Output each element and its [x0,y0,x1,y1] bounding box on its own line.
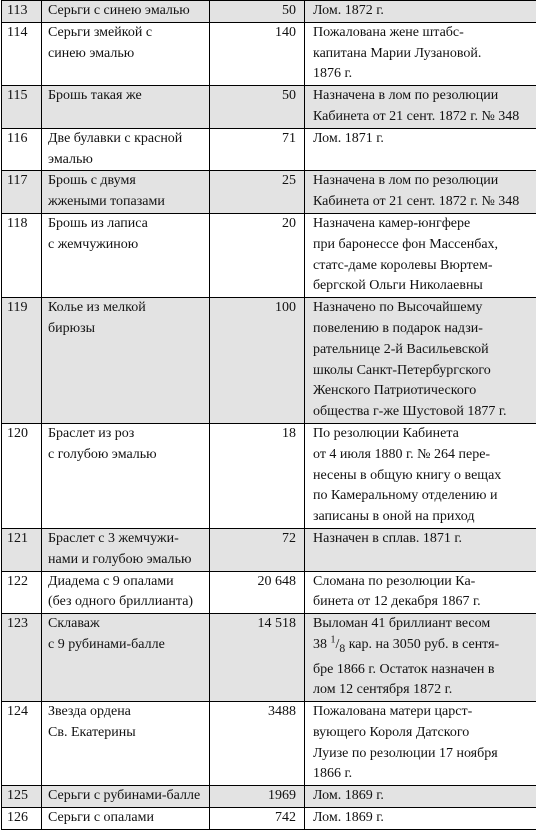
row-number: 123 [2,614,42,702]
table-row [2,22,536,85]
row-number: 114 [2,22,42,85]
item-value: 742 [210,808,305,830]
fraction-denominator: 8 [339,642,345,655]
item-name: Две булавки с красной эмалью [42,128,210,171]
table-row [2,571,536,614]
item-value: 140 [210,22,305,85]
row-number: 126 [2,808,42,830]
table-row [2,171,536,214]
row-number: 115 [2,86,42,129]
item-name: Серьги с рубинами-балле [42,786,210,808]
item-note: Лом. 1871 г. [305,128,536,171]
item-note: Пожалована матери царст- вующего Короля Датского Луизе по резолюции 17 ноября 1866 г. [305,702,536,786]
item-name: Колье из мелкой бирюзы [42,298,210,424]
item-note [305,614,536,702]
row-number: 116 [2,128,42,171]
item-note: Лом. 1869 г. [305,786,536,808]
item-note: Лом. 1869 г. [305,808,536,830]
row-number: 117 [2,171,42,214]
item-name: Диадема с 9 опалами (без одного бриллианта) [42,571,210,614]
note-text-start: Выломан 41 бриллиант весом 38 [313,616,490,652]
row-number: 120 [2,423,42,528]
row-number: 124 [2,702,42,786]
item-value: 3488 [210,702,305,786]
table-row [2,528,536,571]
fraction-numerator: 1 [331,634,336,645]
item-value: 20 648 [210,571,305,614]
item-note: Назначен в сплав. 1871 г. [305,528,536,571]
item-note: Лом. 1872 г. [305,1,536,23]
item-name: Брошь из лаписа с жемчужиною [42,213,210,297]
row-number: 125 [2,786,42,808]
row-number: 113 [2,1,42,23]
item-note: Назначено по Высочайшему повелению в подарок надзи- рательнице 2-й Васильевской школы Санкт-Петербургского Женского Патриотического общества г-же Шустовой 1877 г. [305,298,536,424]
table-row [2,786,536,808]
item-value: 72 [210,528,305,571]
item-note: Назначена в лом по резолюции Кабинета от 21 сент. 1872 г. № 348 [305,171,536,214]
item-name: Брошь с двумя жжеными топазами [42,171,210,214]
row-number: 119 [2,298,42,424]
item-value: 18 [210,423,305,528]
item-note: По резолюции Кабинета от 4 июля 1880 г. № 264 пере- несены в общую книгу о вещах по Камеральному отделению и записаны в оной на приход [305,423,536,528]
item-name: Браслет с 3 жемчужи- нами и голубою эмалью [42,528,210,571]
item-name: Браслет из роз с голубою эмалью [42,423,210,528]
item-note: Назначена камер-юнгфере при баронессе фон Массенбах, статс-даме королевы Вюртем- бергской Ольги Николаевны [305,213,536,297]
table-row [2,86,536,129]
note-text-end: кар. на 3050 руб. в сентя- бре 1866 г. Остаток назначен в лом 12 сентября 1872 г. [313,637,499,697]
item-value: 14 518 [210,614,305,702]
row-number: 121 [2,528,42,571]
item-value: 50 [210,1,305,23]
item-value: 20 [210,213,305,297]
item-name: Склаваж с 9 рубинами-балле [42,614,210,702]
item-name: Звезда ордена Св. Екатерины [42,702,210,786]
item-value: 71 [210,128,305,171]
table-row [2,213,536,297]
table-row [2,128,536,171]
inventory-table [1,0,536,830]
item-name: Брошь такая же [42,86,210,129]
table-row [2,702,536,786]
item-value: 50 [210,86,305,129]
item-note: Пожалована жене штабс- капитана Марии Лузановой. 1876 г. [305,22,536,85]
item-name: Серьги змейкой с синею эмалью [42,22,210,85]
item-note: Сломана по резолюции Ка- бинета от 12 декабря 1867 г. [305,571,536,614]
table-row [2,1,536,23]
row-number: 122 [2,571,42,614]
row-number: 118 [2,213,42,297]
item-value: 1969 [210,786,305,808]
item-name: Серьги с синею эмалью [42,1,210,23]
table-row [2,808,536,830]
item-name: Серьги с опалами [42,808,210,830]
table-row [2,614,536,702]
fraction-slash: / [336,637,340,652]
item-value: 100 [210,298,305,424]
table-row [2,298,536,424]
item-value: 25 [210,171,305,214]
table-row [2,423,536,528]
item-note: Назначена в лом по резолюции Кабинета от 21 сент. 1872 г. № 348 [305,86,536,129]
